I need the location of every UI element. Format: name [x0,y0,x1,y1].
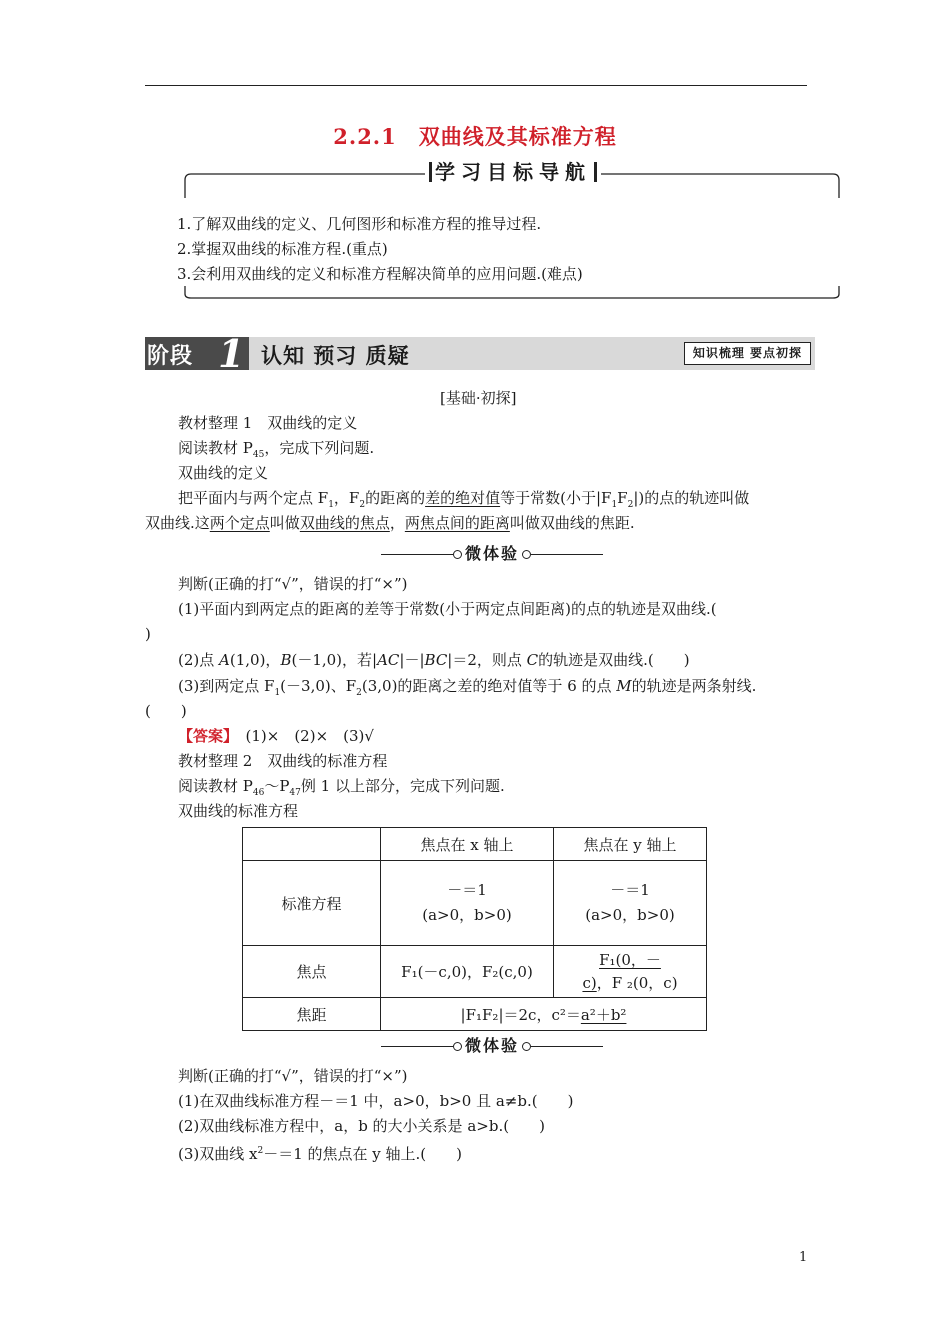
divider-label: 微体验 [464,544,519,563]
stage-title: 认知 预习 质疑 [261,344,410,368]
learning-goals-box [177,160,841,300]
stage-banner [145,331,815,376]
table-cell [243,828,381,861]
stage-tag: 知识梳理 要点初探 [684,342,811,365]
section-divider [381,543,603,565]
page-title: 2.2.1 双曲线及其标准方程 [333,124,617,149]
exercise-item: (3)到两定点 $F_1(-3,0)$、$F_2(3,0)$的距离之差的绝对值等于 6 的点 M的轨迹是两条射线. [178,677,757,698]
table-row [243,828,707,861]
answer-line [178,726,374,746]
goal-item: 3.会利用双曲线的定义和标准方程解决简单的应用问题.(难点) [177,265,583,283]
header-bar-left [429,162,432,182]
table-header: 焦点在 y 轴上 [554,828,707,861]
table-row-label: 标准方程 [243,861,381,946]
exercise-item: (1)平面内到两定点的距离的差等于常数(小于两定点间距离)的点的轨迹是双曲线.( [178,600,717,618]
stage-number: 1 [218,331,245,376]
subheading: 双曲线的标准方程 [178,802,299,820]
reading-instruction: 阅读教材 $P_{46}\sim P_{47}$例 1 以上部分，完成下列问题. [178,777,505,798]
page-number: 1 [799,1250,808,1265]
answer-text: (1)× (2)× (3)√ [230,727,374,745]
definition-line: 把平面内与两个定点 $F_1$，$F_2$的距离的差的绝对值等于常数(小于$|F_1F_2|$)的点的轨迹叫做 [178,489,750,510]
table-row [243,946,707,998]
reading-instruction: 阅读教材 $P_{45}$，完成下列问题. [178,439,375,460]
table-cell: F₁(0，－ c)，F ₂(0，c) [554,946,707,998]
material-heading: 教材整理 2 双曲线的标准方程 [178,752,388,770]
table-cell: F₁(－c,0)，F₂(c,0) [381,946,554,998]
exercise-item: (2)双曲线标准方程中，a，b 的大小关系是 a>b.( ) [178,1117,545,1135]
section-tag: [基础·初探] [440,389,517,407]
table-cell: －＝1 (a>0，b>0) [381,861,554,946]
table-cell: |F₁F₂|＝2c，c²＝a²＋b² [381,998,707,1031]
exercise-item: (3)双曲线 $x^2-=1$ 的焦点在 y 轴上.( ) [178,1145,463,1163]
exercise-item: (1)在双曲线标准方程－＝1 中，a>0，b>0 且 a≠b.( ) [178,1092,574,1110]
table-row [243,998,707,1031]
header-rule [145,85,807,86]
stage-badge [145,331,249,376]
exercise-prompt: 判断(正确的打“√”，错误的打“×”) [178,575,408,593]
section-divider [381,1035,603,1057]
goals-header [427,158,599,186]
goal-item: 1.了解双曲线的定义、几何图形和标准方程的推导过程. [177,215,542,233]
exercise-prompt: 判断(正确的打“√”，错误的打“×”) [178,1067,408,1085]
stage-label: 阶段 [147,344,194,369]
table-row [243,861,707,946]
definition-line: 双曲线.这两个定点叫做双曲线的焦点，两焦点间的距离叫做双曲线的焦距. [145,514,635,532]
answer-label: 【答案】 [178,727,231,745]
goals-header-text: 学习目标导航 [435,160,591,184]
table-row-label: 焦距 [243,998,381,1031]
exercise-item: ( ) [145,702,187,720]
goal-item: 2.掌握双曲线的标准方程.(重点) [177,240,388,258]
table-row-label: 焦点 [243,946,381,998]
table-header: 焦点在 x 轴上 [381,828,554,861]
divider-label: 微体验 [464,1036,519,1055]
exercise-item: ) [145,625,151,643]
table-cell: －＝1 (a>0，b>0) [554,861,707,946]
header-bar-right [594,162,597,182]
goals-list [177,212,583,287]
standard-equation-table [242,827,707,1031]
subheading: 双曲线的定义 [178,464,269,482]
material-heading: 教材整理 1 双曲线的定义 [178,414,358,432]
exercise-item: (2)点 A(1,0)，B(－1,0)，若|AC|－|BC|＝2，则点 C的轨迹是双曲线.( ) [178,651,690,669]
